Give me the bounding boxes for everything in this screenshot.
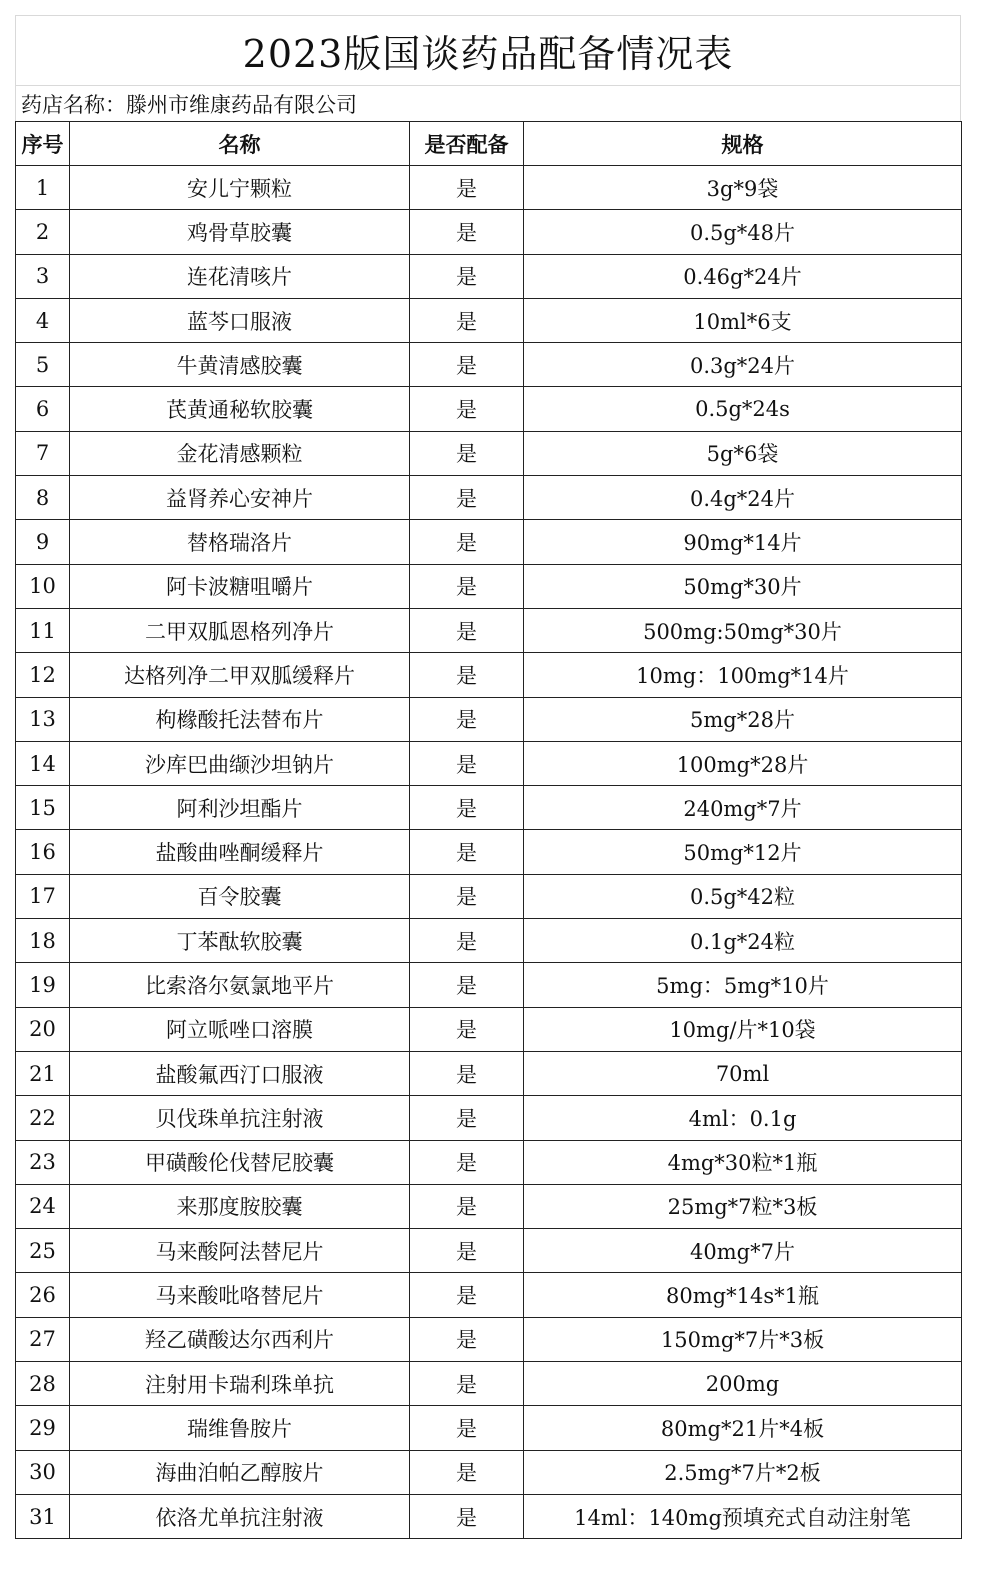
cell-no[interactable]: 4 xyxy=(16,298,70,342)
table-row xyxy=(16,520,962,564)
cell-no[interactable]: 6 xyxy=(16,387,70,431)
cell-spec[interactable]: 0.46g*24片 xyxy=(524,254,962,298)
table-row xyxy=(16,476,962,520)
cell-spec[interactable]: 0.3g*24片 xyxy=(524,343,962,387)
cell-equipped[interactable]: 是 xyxy=(410,1140,524,1184)
cell-equipped[interactable]: 是 xyxy=(410,1051,524,1095)
cell-name[interactable]: 阿立哌唑口溶膜 xyxy=(70,1007,410,1051)
table-header-row xyxy=(16,122,962,166)
table-row xyxy=(16,1450,962,1494)
cell-equipped[interactable]: 是 xyxy=(410,874,524,918)
table-row xyxy=(16,919,962,963)
cell-spec[interactable]: 90mg*14片 xyxy=(524,520,962,564)
cell-equipped[interactable]: 是 xyxy=(410,1184,524,1228)
cell-equipped[interactable]: 是 xyxy=(410,786,524,830)
table-row xyxy=(16,1184,962,1228)
cell-spec[interactable]: 100mg*28片 xyxy=(524,741,962,785)
cell-name[interactable]: 芪黄通秘软胶囊 xyxy=(70,387,410,431)
cell-no[interactable]: 28 xyxy=(16,1362,70,1406)
cell-name[interactable]: 金花清感颗粒 xyxy=(70,431,410,475)
cell-name[interactable]: 海曲泊帕乙醇胺片 xyxy=(70,1450,410,1494)
cell-spec[interactable]: 3g*9袋 xyxy=(524,166,962,210)
cell-equipped[interactable]: 是 xyxy=(410,520,524,564)
cell-name[interactable]: 依洛尤单抗注射液 xyxy=(70,1494,410,1538)
cell-spec[interactable]: 50mg*12片 xyxy=(524,830,962,874)
table-row xyxy=(16,653,962,697)
cell-spec[interactable]: 80mg*14s*1瓶 xyxy=(524,1273,962,1317)
cell-no[interactable]: 20 xyxy=(16,1007,70,1051)
cell-no[interactable]: 26 xyxy=(16,1273,70,1317)
cell-name[interactable]: 益肾养心安神片 xyxy=(70,476,410,520)
cell-equipped[interactable]: 是 xyxy=(410,830,524,874)
cell-name[interactable]: 丁苯酞软胶囊 xyxy=(70,919,410,963)
cell-no[interactable]: 15 xyxy=(16,786,70,830)
cell-no[interactable]: 11 xyxy=(16,608,70,652)
cell-name[interactable]: 蓝芩口服液 xyxy=(70,298,410,342)
cell-name[interactable]: 阿卡波糖咀嚼片 xyxy=(70,564,410,608)
cell-equipped[interactable]: 是 xyxy=(410,431,524,475)
cell-spec[interactable]: 5mg：5mg*10片 xyxy=(524,963,962,1007)
cell-no[interactable]: 3 xyxy=(16,254,70,298)
cell-equipped[interactable]: 是 xyxy=(410,343,524,387)
table-row xyxy=(16,254,962,298)
cell-spec[interactable]: 4ml：0.1g xyxy=(524,1096,962,1140)
cell-equipped[interactable]: 是 xyxy=(410,254,524,298)
cell-no[interactable]: 9 xyxy=(16,520,70,564)
cell-spec[interactable]: 0.5g*48片 xyxy=(524,210,962,254)
cell-no[interactable]: 1 xyxy=(16,166,70,210)
cell-equipped[interactable]: 是 xyxy=(410,653,524,697)
header-no: 序号 xyxy=(16,122,70,166)
table-row xyxy=(16,1494,962,1538)
cell-name[interactable]: 阿利沙坦酯片 xyxy=(70,786,410,830)
table-row xyxy=(16,1317,962,1361)
table-row xyxy=(16,298,962,342)
cell-equipped[interactable]: 是 xyxy=(410,476,524,520)
cell-spec[interactable]: 10ml*6支 xyxy=(524,298,962,342)
table-row xyxy=(16,1406,962,1450)
cell-equipped[interactable]: 是 xyxy=(410,697,524,741)
table-body xyxy=(16,166,962,1539)
cell-spec[interactable]: 0.5g*42粒 xyxy=(524,874,962,918)
cell-spec[interactable]: 80mg*21片*4板 xyxy=(524,1406,962,1450)
cell-equipped[interactable]: 是 xyxy=(410,741,524,785)
cell-equipped[interactable]: 是 xyxy=(410,1494,524,1538)
table-row xyxy=(16,1140,962,1184)
cell-equipped[interactable]: 是 xyxy=(410,1362,524,1406)
sheet-title: 2023版国谈药品配备情况表 xyxy=(15,15,961,85)
cell-equipped[interactable]: 是 xyxy=(410,608,524,652)
header-equipped: 是否配备 xyxy=(410,122,524,166)
cell-no[interactable]: 27 xyxy=(16,1317,70,1361)
cell-equipped[interactable]: 是 xyxy=(410,1096,524,1140)
cell-no[interactable]: 2 xyxy=(16,210,70,254)
table-row xyxy=(16,343,962,387)
cell-no[interactable]: 14 xyxy=(16,741,70,785)
cell-spec[interactable]: 0.5g*24s xyxy=(524,387,962,431)
cell-name[interactable]: 注射用卡瑞利珠单抗 xyxy=(70,1362,410,1406)
cell-equipped[interactable]: 是 xyxy=(410,919,524,963)
cell-equipped[interactable]: 是 xyxy=(410,1007,524,1051)
table-row xyxy=(16,564,962,608)
cell-no[interactable]: 25 xyxy=(16,1229,70,1273)
table-row xyxy=(16,697,962,741)
cell-no[interactable]: 5 xyxy=(16,343,70,387)
cell-name[interactable]: 比索洛尔氨氯地平片 xyxy=(70,963,410,1007)
cell-name[interactable]: 来那度胺胶囊 xyxy=(70,1184,410,1228)
spreadsheet xyxy=(15,15,961,1539)
header-name: 名称 xyxy=(70,122,410,166)
table-row xyxy=(16,1007,962,1051)
table-row xyxy=(16,1229,962,1273)
cell-no[interactable]: 16 xyxy=(16,830,70,874)
cell-no[interactable]: 17 xyxy=(16,874,70,918)
cell-no[interactable]: 7 xyxy=(16,431,70,475)
cell-spec[interactable]: 10mg/片*10袋 xyxy=(524,1007,962,1051)
cell-no[interactable]: 18 xyxy=(16,919,70,963)
cell-name[interactable]: 马来酸吡咯替尼片 xyxy=(70,1273,410,1317)
drug-table xyxy=(15,121,962,1539)
table-row xyxy=(16,210,962,254)
cell-equipped[interactable]: 是 xyxy=(410,1406,524,1450)
cell-equipped[interactable]: 是 xyxy=(410,298,524,342)
cell-no[interactable]: 12 xyxy=(16,653,70,697)
cell-name[interactable]: 牛黄清感胶囊 xyxy=(70,343,410,387)
cell-spec[interactable]: 40mg*7片 xyxy=(524,1229,962,1273)
cell-no[interactable]: 21 xyxy=(16,1051,70,1095)
cell-name[interactable]: 盐酸曲唑酮缓释片 xyxy=(70,830,410,874)
cell-spec[interactable]: 0.4g*24片 xyxy=(524,476,962,520)
cell-equipped[interactable]: 是 xyxy=(410,387,524,431)
cell-equipped[interactable]: 是 xyxy=(410,1273,524,1317)
table-row xyxy=(16,387,962,431)
cell-name[interactable]: 二甲双胍恩格列净片 xyxy=(70,608,410,652)
cell-name[interactable]: 百令胶囊 xyxy=(70,874,410,918)
cell-equipped[interactable]: 是 xyxy=(410,1450,524,1494)
cell-equipped[interactable]: 是 xyxy=(410,564,524,608)
table-row xyxy=(16,1362,962,1406)
cell-name[interactable]: 安儿宁颗粒 xyxy=(70,166,410,210)
table-row xyxy=(16,741,962,785)
table-row xyxy=(16,963,962,1007)
cell-no[interactable]: 31 xyxy=(16,1494,70,1538)
cell-name[interactable]: 马来酸阿法替尼片 xyxy=(70,1229,410,1273)
cell-no[interactable]: 24 xyxy=(16,1184,70,1228)
table-row xyxy=(16,431,962,475)
cell-name[interactable]: 盐酸氟西汀口服液 xyxy=(70,1051,410,1095)
cell-no[interactable]: 13 xyxy=(16,697,70,741)
cell-no[interactable]: 10 xyxy=(16,564,70,608)
cell-spec[interactable]: 200mg xyxy=(524,1362,962,1406)
cell-name[interactable]: 羟乙磺酸达尔西利片 xyxy=(70,1317,410,1361)
table-row xyxy=(16,1096,962,1140)
cell-name[interactable]: 瑞维鲁胺片 xyxy=(70,1406,410,1450)
cell-no[interactable]: 23 xyxy=(16,1140,70,1184)
cell-name[interactable]: 甲磺酸伦伐替尼胶囊 xyxy=(70,1140,410,1184)
table-row xyxy=(16,1051,962,1095)
table-row xyxy=(16,608,962,652)
cell-no[interactable]: 30 xyxy=(16,1450,70,1494)
cell-spec[interactable]: 10mg：100mg*14片 xyxy=(524,653,962,697)
cell-spec[interactable]: 4mg*30粒*1瓶 xyxy=(524,1140,962,1184)
cell-name[interactable]: 鸡骨草胶囊 xyxy=(70,210,410,254)
header-spec: 规格 xyxy=(524,122,962,166)
table-row xyxy=(16,1273,962,1317)
cell-spec[interactable]: 150mg*7片*3板 xyxy=(524,1317,962,1361)
cell-name[interactable]: 达格列净二甲双胍缓释片 xyxy=(70,653,410,697)
cell-spec[interactable]: 2.5mg*7片*2板 xyxy=(524,1450,962,1494)
cell-name[interactable]: 枸橼酸托法替布片 xyxy=(70,697,410,741)
cell-no[interactable]: 19 xyxy=(16,963,70,1007)
cell-equipped[interactable]: 是 xyxy=(410,210,524,254)
cell-equipped[interactable]: 是 xyxy=(410,166,524,210)
table-row xyxy=(16,874,962,918)
cell-equipped[interactable]: 是 xyxy=(410,963,524,1007)
cell-no[interactable]: 29 xyxy=(16,1406,70,1450)
store-name-line: 药店名称：滕州市维康药品有限公司 xyxy=(15,85,961,121)
cell-name[interactable]: 沙库巴曲缬沙坦钠片 xyxy=(70,741,410,785)
cell-spec[interactable]: 14ml：140mg预填充式自动注射笔 xyxy=(524,1494,962,1538)
cell-no[interactable]: 8 xyxy=(16,476,70,520)
cell-spec[interactable]: 240mg*7片 xyxy=(524,786,962,830)
table-row xyxy=(16,830,962,874)
cell-name[interactable]: 贝伐珠单抗注射液 xyxy=(70,1096,410,1140)
cell-no[interactable]: 22 xyxy=(16,1096,70,1140)
cell-name[interactable]: 连花清咳片 xyxy=(70,254,410,298)
cell-name[interactable]: 替格瑞洛片 xyxy=(70,520,410,564)
table-row xyxy=(16,786,962,830)
cell-spec[interactable]: 5g*6袋 xyxy=(524,431,962,475)
cell-spec[interactable]: 25mg*7粒*3板 xyxy=(524,1184,962,1228)
cell-spec[interactable]: 50mg*30片 xyxy=(524,564,962,608)
cell-equipped[interactable]: 是 xyxy=(410,1229,524,1273)
cell-spec[interactable]: 500mg:50mg*30片 xyxy=(524,608,962,652)
cell-spec[interactable]: 0.1g*24粒 xyxy=(524,919,962,963)
table-row xyxy=(16,166,962,210)
cell-spec[interactable]: 70ml xyxy=(524,1051,962,1095)
cell-equipped[interactable]: 是 xyxy=(410,1317,524,1361)
cell-spec[interactable]: 5mg*28片 xyxy=(524,697,962,741)
